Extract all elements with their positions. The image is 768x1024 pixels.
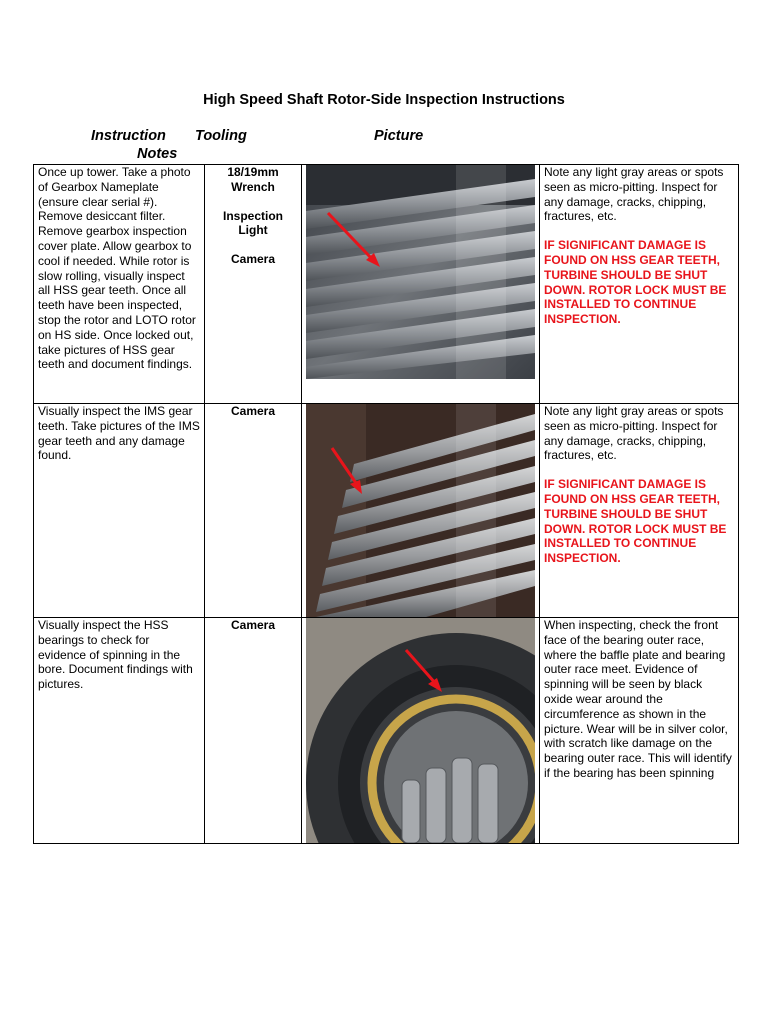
table-row bbox=[34, 404, 739, 618]
warning-text: IF SIGNIFICANT DAMAGE IS FOUND ON HSS GEAR TEETH, TURBINE SHOULD BE SHUT DOWN. ROTOR LOCK MUST BE INSTALLED TO CONTINUE INSPECTION. bbox=[544, 477, 727, 566]
ims-gear-teeth-photo bbox=[306, 404, 535, 617]
tooling-item: Camera bbox=[230, 252, 276, 267]
instruction-cell: Once up tower. Take a photo of Gearbox Nameplate (ensure clear serial #). Remove desiccant filter. Remove gearbox inspection cover plate. Allow gearbox to cool if needed. While rotor is slow rolling, visually inspect all HSS gear teeth. Once all teeth have been inspected, stop the rotor and LOTO rotor on HS side. Once locked out, take pictures of HSS gear teeth and document findings. bbox=[34, 165, 205, 404]
notes-cell bbox=[540, 404, 739, 618]
notes-cell bbox=[540, 165, 739, 404]
header-picture: Picture bbox=[374, 128, 424, 144]
instruction-cell: Visually inspect the HSS bearings to check for evidence of spinning in the bore. Document findings with pictures. bbox=[34, 618, 205, 844]
header-tooling: Tooling bbox=[195, 128, 247, 144]
header-notes: Notes bbox=[137, 146, 178, 162]
tooling-item: 18/19mm bbox=[227, 165, 279, 179]
notes-cell bbox=[540, 618, 739, 844]
tooling-cell bbox=[205, 404, 302, 618]
tooling-cell bbox=[205, 165, 302, 404]
warning-text: IF SIGNIFICANT DAMAGE IS FOUND ON HSS GEAR TEETH, TURBINE SHOULD BE SHUT DOWN. ROTOR LOCK MUST BE INSTALLED TO CONTINUE INSPECTION. bbox=[544, 238, 727, 327]
tooling-cell bbox=[205, 618, 302, 844]
tooling-item: Light bbox=[238, 223, 268, 238]
hss-bearing-photo bbox=[306, 618, 535, 843]
hss-gear-teeth-photo bbox=[306, 165, 535, 379]
tooling-item: Camera bbox=[230, 404, 276, 418]
tooling-item: Inspection bbox=[222, 208, 283, 223]
picture-cell bbox=[302, 404, 540, 618]
table-row bbox=[34, 165, 739, 404]
picture-cell bbox=[302, 618, 540, 844]
header-instruction: Instruction bbox=[91, 128, 166, 144]
table-row bbox=[34, 618, 739, 844]
tooling-item: Wrench bbox=[231, 179, 275, 194]
instruction-cell: Visually inspect the IMS gear teeth. Take pictures of the IMS gear teeth and any damage found. bbox=[34, 404, 205, 618]
tooling-item: Camera bbox=[230, 618, 276, 632]
note-text: When inspecting, check the front face of the bearing outer race, where the baffle plate and bearing outer race meet. Evidence of spinning will be seen by black oxide wear around the circumference as shown in the picture. Wear will be in silver color, with scratch like damage on the bearing outer race. This will identify if the bearing has been spinning bbox=[544, 618, 732, 780]
page-title: High Speed Shaft Rotor-Side Inspection Instructions bbox=[203, 92, 565, 108]
inspection-table bbox=[33, 164, 739, 844]
note-text: Note any light gray areas or spots seen as micro-pitting. Inspect for any damage, cracks, chipping, fractures, etc. bbox=[544, 165, 724, 224]
note-text: Note any light gray areas or spots seen as micro-pitting. Inspect for any damage, cracks, chipping, fractures, etc. bbox=[544, 404, 724, 463]
picture-cell bbox=[302, 165, 540, 404]
